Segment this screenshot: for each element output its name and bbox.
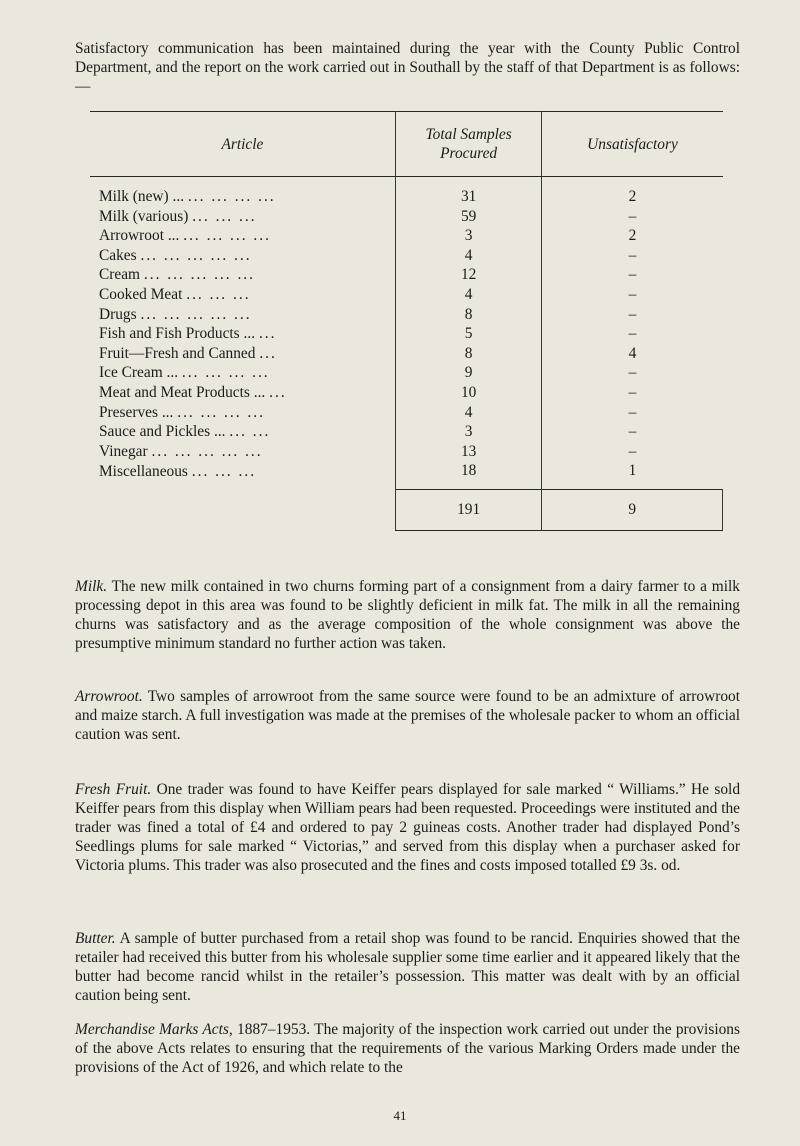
cell-article — [90, 265, 395, 285]
cell-unsatisfactory: – — [628, 207, 637, 225]
leader-dots: ... ... ... — [186, 285, 251, 303]
article-name: Cakes — [99, 246, 137, 264]
article-name: Cooked Meat — [99, 285, 183, 303]
section-arrowroot — [75, 687, 740, 744]
section-merchandise-marks — [75, 1020, 740, 1077]
table-row — [90, 207, 723, 227]
table-header-row — [90, 112, 723, 177]
leader-dots: ... ... ... ... ... — [143, 266, 255, 284]
article-name: Arrowroot ... — [99, 227, 180, 245]
table-row — [90, 177, 723, 207]
section-heading: Milk. — [75, 578, 108, 595]
leader-dots: ... ... ... ... — [187, 188, 276, 205]
table-row — [90, 226, 723, 246]
table-row — [90, 403, 723, 423]
unsatisfactory-sum: 9 — [542, 489, 723, 530]
cell-unsatisfactory: – — [628, 383, 637, 401]
cell-total-samples: 12 — [395, 265, 542, 285]
cell-total-samples: 9 — [395, 363, 542, 383]
cell-article — [90, 442, 395, 462]
cell-total-samples: 13 — [395, 442, 542, 462]
table-row — [90, 246, 723, 266]
page-number: 41 — [393, 1108, 407, 1123]
cell-unsatisfactory: – — [628, 305, 637, 323]
header-unsatisfactory: Unsatisfactory — [542, 112, 723, 177]
cell-article — [90, 285, 395, 305]
cell-article — [90, 246, 395, 266]
article-name: Fruit—Fresh and Canned — [99, 344, 256, 362]
cell-unsatisfactory: – — [628, 325, 637, 343]
table-row — [90, 442, 723, 462]
section-heading: Fresh Fruit. — [75, 781, 152, 798]
leader-dots: ... — [269, 383, 287, 401]
table-row — [90, 265, 723, 285]
table-row — [90, 305, 723, 325]
section-fresh-fruit — [75, 780, 740, 875]
cell-total-samples: 10 — [395, 383, 542, 403]
leader-dots: ... ... ... — [191, 462, 257, 480]
article-name: Sauce and Pickles ... — [99, 423, 226, 441]
intro-paragraph: Satisfactory communication has been maintained during the year with the County Public Control Department, and the report on the work carried out in Southall by the staff of that Department is as follows:— — [75, 40, 740, 95]
cell-article — [90, 461, 395, 489]
article-name: Meat and Meat Products ... — [99, 383, 266, 401]
section-text: Two samples of arrowroot from the same source were found to be an admixture of arrowroot and maize starch. A full investigation was made at the premises of the wholesale packer to whom an official caution was sent. — [75, 688, 740, 743]
total-samples-sum: 191 — [395, 489, 542, 530]
cell-article — [90, 207, 395, 227]
article-name: Preserves ... — [99, 403, 174, 421]
cell-article — [90, 383, 395, 403]
table-body — [90, 177, 723, 531]
cell-article — [90, 324, 395, 344]
cell-total-samples: 8 — [395, 305, 542, 325]
cell-article — [90, 226, 395, 246]
section-heading: Butter. — [75, 930, 116, 947]
leader-dots: ... ... ... — [192, 207, 257, 225]
cell-article — [90, 177, 395, 207]
leader-dots: ... ... ... ... — [177, 403, 265, 421]
cell-total-samples: 4 — [395, 403, 542, 423]
article-name: Cream — [99, 266, 141, 284]
leader-dots: ... — [258, 325, 277, 343]
cell-totals-label — [90, 489, 395, 530]
table-row — [90, 285, 723, 305]
cell-article — [90, 363, 395, 383]
article-name: Milk (various) — [99, 207, 189, 225]
leader-dots: ... ... ... ... — [183, 227, 271, 245]
leader-dots: ... ... ... ... ... — [140, 246, 252, 264]
cell-article — [90, 344, 395, 364]
article-name: Vinegar — [99, 442, 148, 460]
cell-unsatisfactory: 2 — [628, 227, 637, 245]
article-name: Ice Cream ... — [99, 364, 179, 382]
cell-unsatisfactory: – — [628, 423, 637, 441]
table-row — [90, 383, 723, 403]
leader-dots: ... ... ... ... ... — [140, 305, 252, 323]
header-article: Article — [90, 112, 395, 177]
cell-article — [90, 422, 395, 442]
section-text: The new milk contained in two churns forming part of a consignment from a dairy farmer to a milk processing depot in this area was found to be slightly deficient in milk fat. The milk in all the remaining churns was satisfactory and as the average composition of the whole consignment was above the presumptive minimum standard no further action was taken. — [75, 578, 740, 652]
article-name: Milk (new) ... — [99, 188, 185, 205]
cell-total-samples: 8 — [395, 344, 542, 364]
section-text: One trader was found to have Keiffer pears displayed for sale marked “ Williams.” He sold Keiffer pears from this display when William pears had been requested. Proceedings were instituted and the trader was fined a total of £4 and ordered to pay 2 guineas costs. Another trader had displayed Pond’s Seedlings plums for sale marked “ Victorias,” and served from this display when a purchaser asked for Victoria plums. This trader was also prosecuted and the fines and costs imposed totalled £9 3s. od. — [75, 781, 741, 874]
cell-total-samples: 18 — [395, 461, 542, 489]
table-row — [90, 344, 723, 364]
cell-total-samples: 4 — [395, 246, 542, 266]
cell-unsatisfactory: 2 — [628, 188, 637, 205]
table-row — [90, 422, 723, 442]
cell-unsatisfactory: 4 — [628, 344, 637, 362]
cell-unsatisfactory: – — [628, 285, 637, 303]
header-total-samples: Total Samples Procured — [395, 112, 542, 177]
section-heading: Merchandise Marks Acts, — [75, 1021, 233, 1038]
leader-dots: ... ... ... ... ... — [151, 442, 263, 460]
cell-total-samples: 4 — [395, 285, 542, 305]
cell-unsatisfactory: – — [628, 364, 637, 382]
table-row — [90, 324, 723, 344]
cell-total-samples: 5 — [395, 324, 542, 344]
cell-unsatisfactory: – — [628, 246, 637, 264]
table-row — [90, 363, 723, 383]
cell-total-samples: 59 — [395, 207, 542, 227]
table-totals-row — [90, 489, 723, 530]
table-row — [90, 461, 723, 489]
leader-dots: ... — [259, 344, 277, 362]
cell-unsatisfactory: – — [628, 403, 637, 421]
leader-dots: ... ... — [229, 423, 271, 441]
cell-article — [90, 403, 395, 423]
section-milk — [75, 577, 740, 653]
article-name: Fish and Fish Products ... — [99, 325, 256, 343]
article-name: Miscellaneous — [99, 462, 188, 480]
section-heading: Arrowroot. — [75, 688, 143, 705]
cell-unsatisfactory: – — [628, 442, 637, 460]
section-text: 1887–1953. The majority of the inspection work carried out under the provisions of the above Acts relates to ensuring that the requirements of the various Marking Orders made under the provisions of the Act of 1926, and which relate to the — [75, 1021, 740, 1076]
cell-total-samples: 3 — [395, 226, 542, 246]
article-name: Drugs — [99, 305, 137, 323]
cell-total-samples: 3 — [395, 422, 542, 442]
cell-article — [90, 305, 395, 325]
section-text: A sample of butter purchased from a retail shop was found to be rancid. Enquiries showed that the retailer had received this butter from his wholesale supplier some time earlier and it appeared likely that the butter had become rancid whilst in the retailer’s possession. This matter was dealt with by an official caution being sent. — [75, 930, 740, 1004]
cell-unsatisfactory: 1 — [628, 462, 637, 480]
section-butter — [75, 929, 740, 1005]
samples-table — [90, 111, 723, 531]
cell-unsatisfactory: – — [628, 266, 637, 284]
cell-total-samples: 31 — [395, 177, 542, 207]
leader-dots: ... ... ... ... — [181, 364, 270, 382]
